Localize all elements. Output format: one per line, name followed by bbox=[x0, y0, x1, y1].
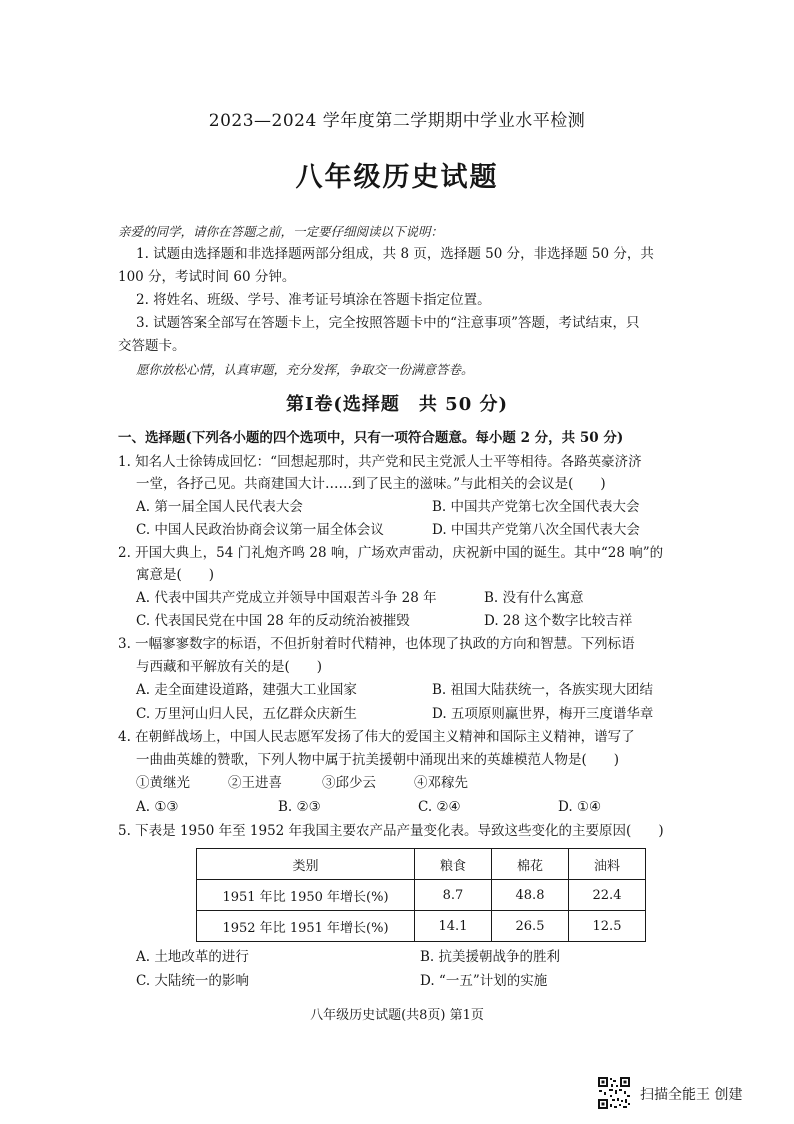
q4-item-3: ③邱少云 bbox=[322, 775, 376, 791]
q2-option-b: B. 没有什么寓意 bbox=[484, 590, 584, 606]
q4-item-1: ①黄继光 bbox=[136, 775, 190, 791]
instruction-item-3b: 交答题卡。 bbox=[118, 338, 186, 354]
table-cell: 14.1 bbox=[415, 911, 492, 942]
table-cell: 12.5 bbox=[569, 911, 646, 942]
q4-item-2: ②王进喜 bbox=[228, 775, 282, 791]
page-title: 八年级历史试题 bbox=[295, 162, 499, 193]
qr-code-icon bbox=[597, 1076, 631, 1110]
instruction-item-3a: 3. 试题答案全部写在答题卡上，完全按照答题卡中的“注意事项”答题，考试结束，只 bbox=[136, 315, 640, 331]
table-cell: 22.4 bbox=[569, 880, 646, 911]
q3-option-a: A. 走全面建设道路，建强大工业国家 bbox=[136, 682, 357, 698]
table-row bbox=[197, 880, 646, 911]
table-header-grain: 粮食 bbox=[415, 849, 492, 880]
section-instruction: 一、选择题(下列各小题的四个选项中，只有一项符合题意。每小题 2 分，共 50 分) bbox=[118, 430, 624, 446]
q4-option-b: B. ②③ bbox=[278, 799, 321, 815]
q2-option-a: A. 代表中国共产党成立并领导中国艰苦斗争 28 年 bbox=[136, 590, 437, 606]
exam-name: 2023—2024 学年度第二学期期中学业水平检测 bbox=[208, 111, 586, 131]
q3-option-b: B. 祖国大陆获统一，各族实现大团结 bbox=[432, 682, 654, 698]
q5-option-c: C. 大陆统一的影响 bbox=[136, 973, 249, 989]
q4-stem-line2: 一曲曲英雄的赞歌，下列人物中属于抗美援朝中涌现出来的英雄模范人物是( ) bbox=[136, 752, 620, 768]
q5-stem: 5. 下表是 1950 年至 1952 年我国主要农产品产量变化表。导致这些变化的主要原因( ) bbox=[118, 823, 664, 839]
table-header-row bbox=[197, 849, 646, 880]
q4-option-c: C. ②④ bbox=[418, 799, 461, 815]
scan-watermark: 扫描全能王 创建 bbox=[640, 1087, 743, 1103]
section-title: 第Ⅰ卷(选择题 共 50 分) bbox=[285, 394, 509, 415]
q2-stem-line2: 寓意是( ) bbox=[136, 567, 215, 583]
instructions-greeting: 亲爱的同学，请你在答题之前，一定要仔细阅读以下说明： bbox=[118, 224, 444, 239]
q1-stem-line2: 一堂，各抒己见。共商建国大计……到了民主的滋味。”与此相关的会议是( ) bbox=[136, 476, 606, 492]
q3-option-c: C. 万里河山归人民，五亿群众庆新生 bbox=[136, 706, 357, 722]
table-header-oilseed: 油料 bbox=[569, 849, 646, 880]
q1-option-d: D. 中国共产党第八次全国代表大会 bbox=[432, 522, 640, 538]
instruction-item-1a: 1. 试题由选择题和非选择题两部分组成，共 8 页，选择题 50 分，非选择题 50 分，共 bbox=[136, 246, 654, 262]
instruction-item-1b: 100 分，考试时间 60 分钟。 bbox=[118, 269, 296, 285]
table-header-cotton: 棉花 bbox=[492, 849, 569, 880]
q1-option-b: B. 中国共产党第七次全国代表大会 bbox=[432, 499, 640, 515]
q4-stem-line1: 4. 在朝鲜战场上，中国人民志愿军发扬了伟大的爱国主义精神和国际主义精神，谱写了 bbox=[118, 729, 635, 745]
q3-stem-line1: 3. 一幅寥寥数字的标语，不但折射着时代精神，也体现了执政的方向和智慧。下列标语 bbox=[118, 636, 635, 652]
q2-option-c: C. 代表国民党在中国 28 年的反动统治被摧毁 bbox=[136, 613, 410, 629]
q5-option-b: B. 抗美援朝战争的胜利 bbox=[420, 949, 561, 965]
page-footer: 八年级历史试题(共8页) 第1页 bbox=[310, 1008, 484, 1023]
table-cell: 1951 年比 1950 年增长(%) bbox=[197, 880, 415, 911]
q2-option-d: D. 28 这个数字比较吉祥 bbox=[484, 613, 633, 629]
table-header-category: 类别 bbox=[197, 849, 415, 880]
table-row bbox=[197, 911, 646, 942]
q4-option-a: A. ①③ bbox=[136, 799, 179, 815]
table-cell: 48.8 bbox=[492, 880, 569, 911]
q3-stem-line2: 与西藏和平解放有关的是( ) bbox=[136, 659, 323, 675]
table-cell: 26.5 bbox=[492, 911, 569, 942]
q4-option-d: D. ①④ bbox=[558, 799, 602, 815]
q1-option-c: C. 中国人民政治协商会议第一届全体会议 bbox=[136, 522, 384, 538]
production-table bbox=[196, 848, 646, 942]
q2-stem-line1: 2. 开国大典上，54 门礼炮齐鸣 28 响，广场欢声雷动，庆祝新中国的诞生。其中“28 响”的 bbox=[118, 545, 664, 561]
instruction-item-2: 2. 将姓名、班级、学号、准考证号填涂在答题卡指定位置。 bbox=[136, 292, 491, 308]
q1-option-a: A. 第一届全国人民代表大会 bbox=[136, 499, 303, 515]
q1-stem-line1: 1. 知名人士徐铸成回忆：“回想起那时，共产党和民主党派人士平等相待。各路英豪济济 bbox=[118, 454, 642, 470]
q3-option-d: D. 五项原则赢世界，梅开三度谱华章 bbox=[432, 706, 654, 722]
q5-option-d: D. “一五”计划的实施 bbox=[420, 973, 548, 989]
table-cell: 8.7 bbox=[415, 880, 492, 911]
q5-option-a: A. 土地改革的进行 bbox=[136, 949, 249, 965]
instructions-closing: 愿你放松心情，认真审题，充分发挥，争取交一份满意答卷。 bbox=[136, 362, 474, 377]
q4-item-4: ④邓稼先 bbox=[414, 775, 468, 791]
table-cell: 1952 年比 1951 年增长(%) bbox=[197, 911, 415, 942]
